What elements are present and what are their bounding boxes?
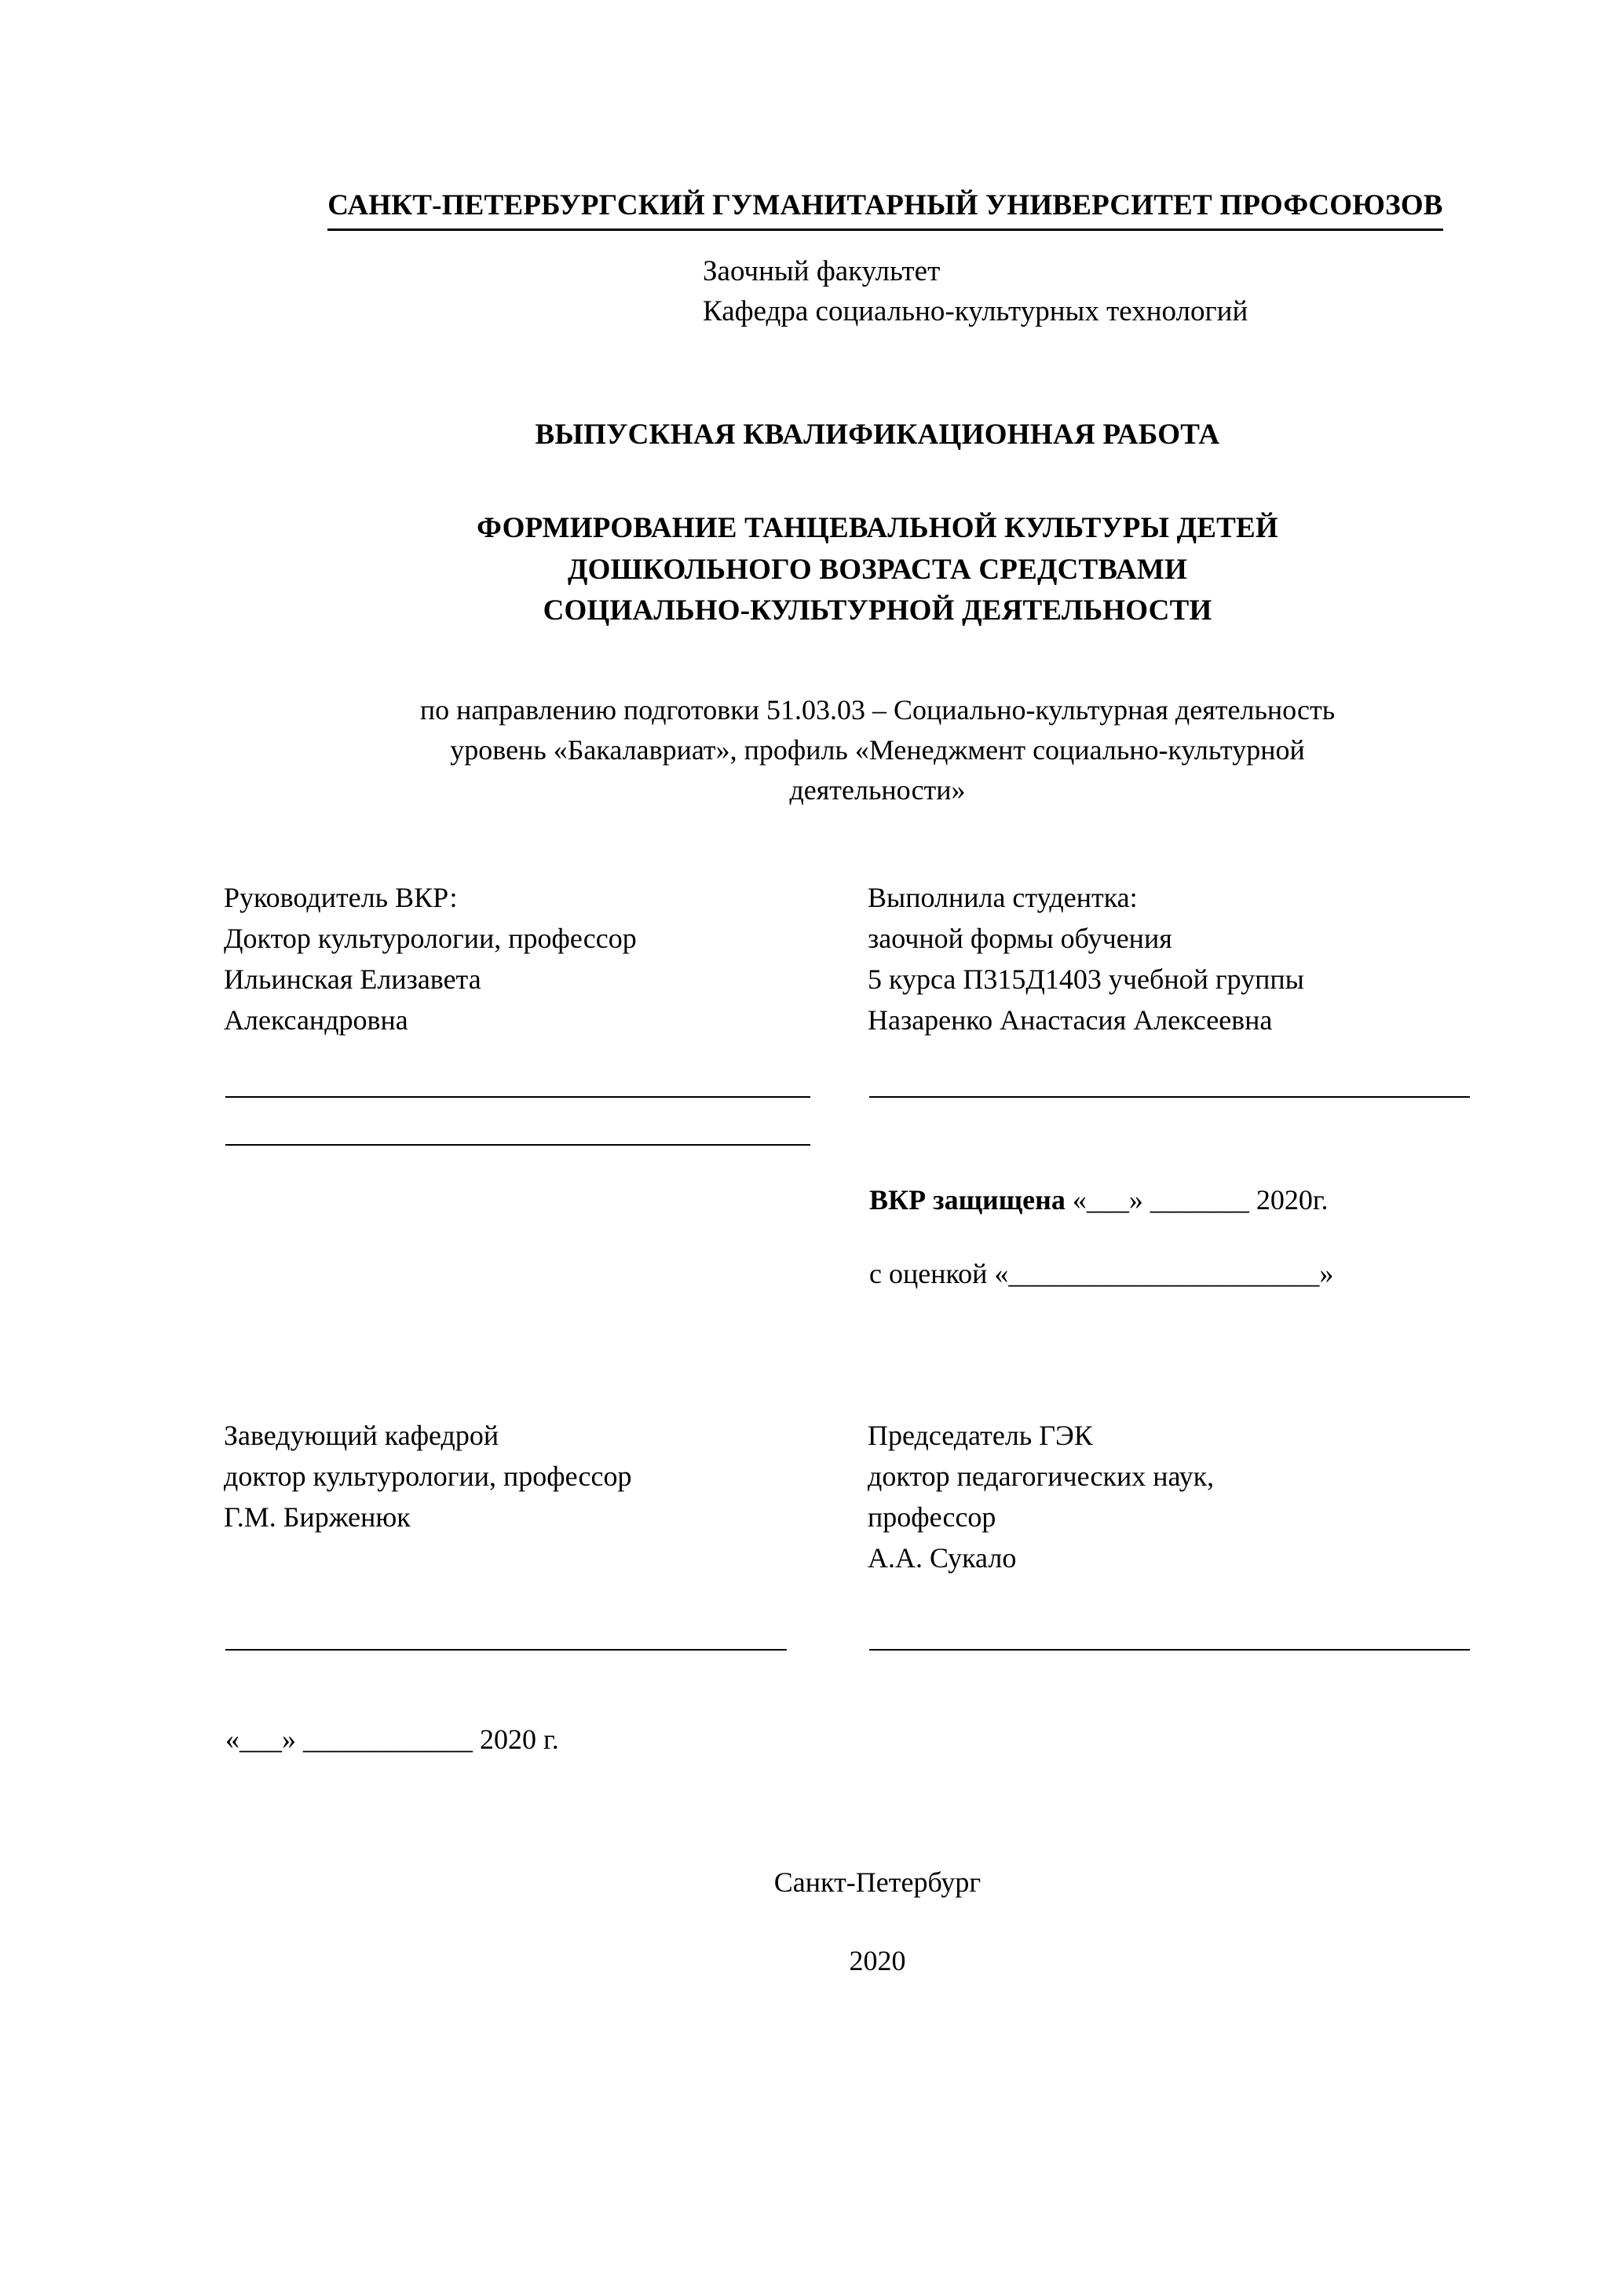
program-info	[224, 690, 1531, 810]
university-name: САНКТ-ПЕТЕРБУРГСКИЙ ГУМАНИТАРНЫЙ УНИВЕРСИТЕТ ПРОФСОЮЗОВ	[327, 188, 1442, 231]
commission-chair-line-1: Председатель ГЭК	[868, 1420, 1093, 1452]
commission-chair-line-4: А.А. Сукало	[868, 1541, 1017, 1574]
student-label: Выполнила студентка:	[868, 882, 1138, 914]
signature-row-3	[224, 1648, 1531, 1651]
student-block	[868, 878, 1531, 1040]
page-content	[224, 0, 1531, 1977]
signature-row-2	[224, 1143, 1531, 1146]
year: 2020	[849, 1944, 906, 1976]
thesis-title	[224, 508, 1531, 632]
head-of-department-line-3: Г.М. Бирженюк	[224, 1501, 411, 1533]
thesis-title-line-3: СОЦИАЛЬНО-КУЛЬТУРНОЙ ДЕЯТЕЛЬНОСТИ	[543, 594, 1212, 627]
program-line-2: уровень «Бакалавриат», профиль «Менеджмент социально-культурной	[450, 733, 1305, 766]
signature-line-commission-chair	[869, 1648, 1470, 1651]
officials-block	[224, 1416, 1531, 1578]
student-line-2: 5 курса П315Д1403 учебной группы	[868, 963, 1304, 995]
signature-row-1	[224, 1095, 1531, 1098]
bottom-date: «___» ____________ 2020 г.	[225, 1723, 559, 1755]
defense-date-line	[869, 1183, 1531, 1216]
program-line-1: по направлению подготовки 51.03.03 – Социально-культурная деятельность	[419, 693, 1336, 726]
defense-grade-line: с оценкой «______________________»	[869, 1258, 1334, 1290]
commission-chair-line-3: профессор	[868, 1501, 996, 1533]
faculty-name: Заочный факультет	[703, 255, 941, 287]
thesis-title-line-1: ФОРМИРОВАНИЕ ТАНЦЕВАЛЬНОЙ КУЛЬТУРЫ ДЕТЕЙ	[477, 512, 1278, 545]
head-of-department-block	[224, 1416, 868, 1578]
commission-chair-line-2: доктор педагогических наук,	[868, 1461, 1215, 1493]
signature-line-supervisor	[225, 1095, 810, 1098]
supervisor-block	[224, 878, 868, 1040]
student-line-3: Назаренко Анастасия Алексеевна	[868, 1004, 1273, 1036]
faculty-block	[224, 251, 1531, 331]
people-block	[224, 878, 1531, 1040]
defense-label: ВКР защищена	[869, 1184, 1066, 1216]
supervisor-line-2: Ильинская Елизавета	[224, 963, 481, 995]
work-type-heading: ВЫПУСКНАЯ КВАЛИФИКАЦИОННАЯ РАБОТА	[535, 419, 1220, 452]
supervisor-line-1: Доктор культурологии, профессор	[224, 922, 637, 954]
head-of-department-line-1: Заведующий кафедрой	[224, 1420, 499, 1452]
signature-line-student	[869, 1095, 1470, 1098]
department-name: Кафедра социально-культурных технологий	[703, 295, 1248, 328]
city-name: Санкт-Петербург	[773, 1866, 981, 1898]
university-header-wrapper	[224, 0, 1531, 231]
supervisor-label: Руководитель ВКР:	[224, 882, 458, 914]
signature-line-head-of-department	[225, 1648, 787, 1651]
supervisor-line-3: Александровна	[224, 1004, 408, 1036]
thesis-title-line-2: ДОШКОЛЬНОГО ВОЗРАСТА СРЕДСТВАМИ	[567, 553, 1188, 586]
defense-date-blank: «___» _______ 2020г.	[1072, 1184, 1329, 1216]
signature-line-supervisor-2	[225, 1143, 810, 1146]
student-line-1: заочной формы обучения	[868, 922, 1172, 954]
program-line-3: деятельности»	[789, 773, 966, 806]
commission-chair-block	[868, 1416, 1531, 1578]
head-of-department-line-2: доктор культурологии, профессор	[224, 1461, 632, 1493]
